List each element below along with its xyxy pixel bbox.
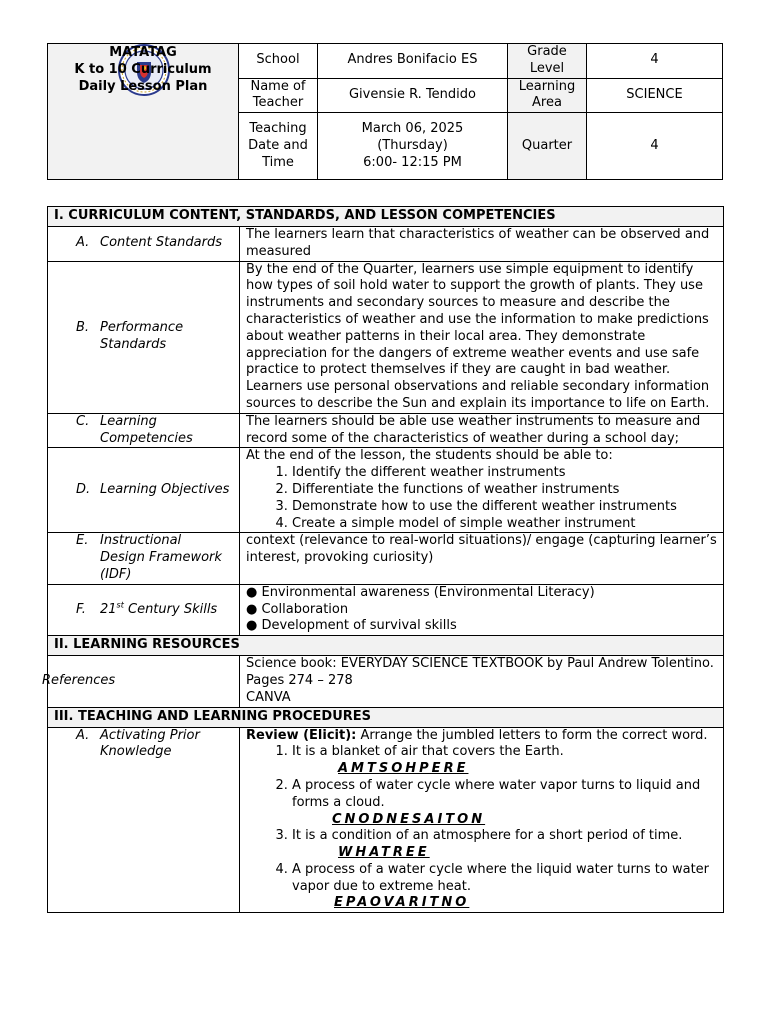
logo-line-3: Daily Lesson Plan [78, 78, 208, 94]
references-value [240, 656, 724, 707]
jumbled-word: AMTSOHPERE [338, 761, 469, 777]
performance-standards-label: B. Performance Standards [48, 261, 240, 413]
jumbled-item: 3. It is a condition of an atmosphere for a short period of time. WHATREE [292, 828, 717, 862]
header-table [47, 43, 723, 180]
date-line-1: March 06, 2025 [361, 120, 464, 136]
learning-objectives-value [240, 448, 724, 533]
jumbled-item: 1. It is a blanket of air that covers the Earth. AMTSOHPERE [292, 744, 717, 778]
idf-label: E. Instructional Design Framework (IDF) [48, 533, 240, 584]
reference-line-1: Science book: EVERYDAY SCIENCE TEXTBOOK by Paul Andrew Tolentino. Pages 274 – 278 [246, 656, 714, 688]
objective-item: 3. Demonstrate how to use the different weather instruments [292, 499, 717, 516]
teacher-value: Givensie R. Tendido [318, 78, 508, 113]
logo-line-1: MATATAG [109, 45, 177, 60]
section-2-title: II. LEARNING RESOURCES [48, 636, 724, 656]
jumbled-word: CNODNESAITON [332, 811, 486, 827]
date-line-2: (Thursday) [377, 137, 448, 153]
jumbled-words-list [246, 744, 717, 912]
century-skills-value [240, 584, 724, 635]
century-skills-label: F. 21st Century Skills [48, 584, 240, 635]
skill-item: ● Environmental awareness (Environmental Literacy) [246, 584, 595, 600]
jumbled-word: EPAOVARITNO [334, 895, 470, 911]
jumbled-item: 2. A process of water cycle where water vapor turns to liquid and forms a cloud. CNODNESAITON [292, 778, 717, 828]
objective-item: 1. Identify the different weather instruments [292, 465, 717, 482]
jumbled-word: WHATREE [338, 845, 430, 861]
objective-item: 4. Create a simple model of simple weather instrument [292, 516, 717, 533]
date-value [318, 113, 508, 180]
jumbled-item: 4. A process of a water cycle where the liquid water turns to water vapor due to extreme heat. EPAOVARITNO [292, 862, 717, 912]
objective-item: 2. Differentiate the functions of weather instruments [292, 482, 717, 499]
quarter-label: Quarter [508, 113, 587, 180]
lesson-plan-table [42, 206, 724, 913]
prior-knowledge-value [240, 727, 724, 913]
performance-standards-value: By the end of the Quarter, learners use simple equipment to identify how types of soil hold water to support the growth of plants. They use instruments and secondary sources to measure and describe the characteristics of weather and use the information to make predictions about weather patterns in their local area. They demonstrate appreciation for the dangers of extreme weather events and use safe practice to protect themselves if they are caught in bad weather. Learners use personal observations and reliable secondary information sources to describe the Sun and explain its importance to life on Earth. [240, 261, 724, 413]
logo-line-2: K to 10 Curriculum [74, 61, 212, 77]
section-3-title: III. TEACHING AND LEARNING PROCEDURES [48, 707, 724, 727]
references-label: References [48, 656, 240, 707]
date-label: Teaching Date and Time [239, 113, 318, 180]
teacher-label: Name of Teacher [239, 78, 318, 113]
learning-objectives-label: D. Learning Objectives [48, 448, 240, 533]
content-standards-label: A. Content Standards [48, 227, 240, 262]
logo-cell [48, 44, 239, 180]
idf-value: context (relevance to real-world situations)/ engage (capturing learner’s interest, provoking curiosity) [240, 533, 724, 584]
objectives-intro: At the end of the lesson, the students should be able to: [246, 448, 613, 464]
prior-knowledge-label: A. Activating Prior Knowledge [48, 727, 240, 913]
area-value: SCIENCE [587, 78, 723, 113]
school-value: Andres Bonifacio ES [318, 44, 508, 79]
learning-competencies-label: C. Learning Competencies [48, 413, 240, 448]
skill-item: ● Collaboration [246, 601, 349, 617]
area-label: Learning Area [508, 78, 587, 113]
skill-item: ● Development of survival skills [246, 618, 457, 634]
review-instruction: Review (Elicit): Arrange the jumbled letters to form the correct word. [246, 727, 708, 743]
grade-value: 4 [587, 44, 723, 79]
quarter-value: 4 [587, 113, 723, 180]
content-standards-value: The learners learn that characteristics of weather can be observed and measured [240, 227, 724, 262]
school-label: School [239, 44, 318, 79]
date-line-3: 6:00- 12:15 PM [363, 154, 462, 170]
reference-line-2: CANVA [246, 689, 291, 705]
grade-label: Grade Level [508, 44, 587, 79]
objectives-list [246, 465, 717, 532]
section-1-title: I. CURRICULUM CONTENT, STANDARDS, AND LESSON COMPETENCIES [48, 207, 724, 227]
learning-competencies-value: The learners should be able use weather instruments to measure and record some of the characteristics of weather during a school day; [240, 413, 724, 448]
